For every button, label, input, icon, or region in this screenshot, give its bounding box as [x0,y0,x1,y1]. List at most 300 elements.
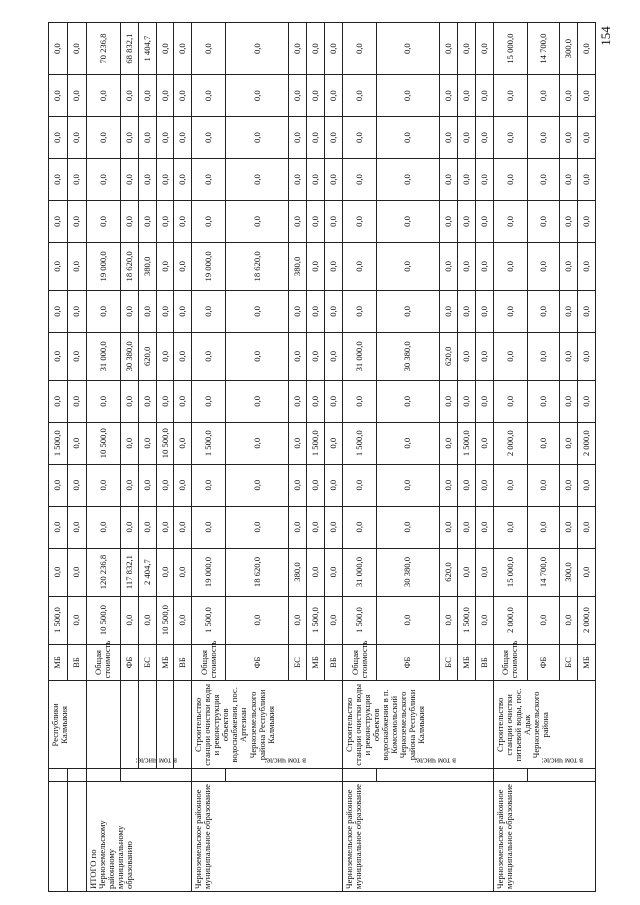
value-cell: 0,0 [457,23,475,75]
municipality-name: Черноземельское районное муниципальное образование [493,781,595,891]
incl-label [192,769,226,781]
value-cell: 0,0 [156,117,174,159]
value-cell: 0,0 [527,506,559,548]
value-cell: 0,0 [559,596,577,644]
value-cell: 0,0 [343,290,377,332]
value-cell: 0,0 [475,548,493,596]
value-cell: 0,0 [86,506,120,548]
value-cell: 380,0 [289,242,307,290]
value-cell: 0,0 [289,290,307,332]
value-cell: 0,0 [325,75,343,117]
object-name: Республики Калмыкия [49,681,87,769]
value-cell: 0,0 [527,290,559,332]
value-cell: 18 620,0 [120,242,138,290]
value-cell: 0,0 [325,117,343,159]
value-cell: 0,0 [559,117,577,159]
value-cell: 0,0 [49,548,68,596]
value-cell: 0,0 [439,290,457,332]
value-cell: 0,0 [192,380,226,422]
value-cell: 0,0 [307,290,325,332]
value-cell: 0,0 [475,332,493,380]
value-cell: 0,0 [138,422,156,464]
value-cell: 120 236,8 [86,548,120,596]
value-cell: 0,0 [377,506,440,548]
value-cell: 0,0 [493,75,527,117]
value-cell: 0,0 [527,242,559,290]
value-cell: 0,0 [226,422,289,464]
value-cell: 0,0 [457,290,475,332]
value-cell: 0,0 [577,290,595,332]
value-cell: 19 000,0 [192,548,226,596]
value-cell: 0,0 [156,242,174,290]
value-cell: 0,0 [527,464,559,506]
value-cell: 0,0 [156,290,174,332]
municipality-name: Черноземельское районное муниципальное образование [192,781,343,891]
value-cell: 1 500,0 [457,596,475,644]
value-cell: 0,0 [86,464,120,506]
value-cell: 0,0 [439,23,457,75]
value-cell: 0,0 [138,464,156,506]
value-cell: 0,0 [289,75,307,117]
funding-source: БС [289,644,307,681]
budget-table [48,22,596,892]
municipality-name [67,781,86,891]
value-cell: 0,0 [289,23,307,75]
value-cell: 0,0 [325,159,343,201]
value-cell: 1 500,0 [192,596,226,644]
value-cell: 0,0 [67,464,86,506]
value-cell: 0,0 [226,290,289,332]
value-cell: 0,0 [67,596,86,644]
value-cell: 0,0 [67,117,86,159]
value-cell: 0,0 [138,506,156,548]
value-cell: 0,0 [174,422,192,464]
value-cell: 0,0 [343,380,377,422]
funding-source: ВБ [174,644,192,681]
value-cell: 0,0 [138,380,156,422]
page-number: 154 [597,26,613,46]
value-cell: 0,0 [120,422,138,464]
value-cell: 0,0 [307,506,325,548]
value-cell: 0,0 [86,200,120,242]
value-cell: 10 500,0 [86,422,120,464]
value-cell: 0,0 [289,506,307,548]
incl-text: в том числе: [135,755,178,765]
value-cell: 0,0 [377,596,440,644]
value-cell: 0,0 [192,464,226,506]
funding-source: БС [138,644,156,681]
value-cell: 0,0 [325,464,343,506]
value-cell: 0,0 [559,464,577,506]
value-cell: 0,0 [475,596,493,644]
value-cell: 0,0 [493,332,527,380]
value-cell: 0,0 [226,159,289,201]
value-cell: 0,0 [192,75,226,117]
rotated-table-wrapper [48,22,596,892]
value-cell: 380,0 [289,548,307,596]
value-cell: 0,0 [457,75,475,117]
value-cell: 0,0 [577,506,595,548]
value-cell: 31 000,0 [343,332,377,380]
value-cell: 0,0 [527,332,559,380]
value-cell: 0,0 [86,159,120,201]
value-cell: 14 700,0 [527,548,559,596]
value-cell: 0,0 [174,290,192,332]
value-cell: 0,0 [174,117,192,159]
value-cell: 0,0 [493,506,527,548]
value-cell: 0,0 [527,380,559,422]
value-cell: 0,0 [67,200,86,242]
value-cell: 1 500,0 [343,596,377,644]
value-cell: 0,0 [439,242,457,290]
value-cell: 0,0 [120,506,138,548]
object-name: Строительство станции очистки воды и реконструкция объектов водоснабжения, пос. Артезиан Черноземельского района Республики Калмыкия [192,681,343,769]
value-cell: 0,0 [493,290,527,332]
value-cell: 0,0 [174,380,192,422]
value-cell: 0,0 [49,464,68,506]
value-cell: 0,0 [226,332,289,380]
value-cell: 0,0 [49,159,68,201]
value-cell: 0,0 [377,464,440,506]
value-cell: 0,0 [325,380,343,422]
funding-source: МБ [577,644,595,681]
value-cell: 0,0 [49,75,68,117]
incl-label [377,755,494,781]
value-cell: 0,0 [120,200,138,242]
value-cell: 0,0 [226,117,289,159]
value-cell: 0,0 [475,290,493,332]
funding-source: ВБ [325,644,343,681]
value-cell: 0,0 [577,159,595,201]
value-cell: 15 000,0 [493,548,527,596]
value-cell: 0,0 [138,596,156,644]
value-cell: 1 500,0 [49,596,68,644]
value-cell: 0,0 [192,23,226,75]
table-row [120,23,138,892]
value-cell: 0,0 [559,506,577,548]
value-cell: 0,0 [475,422,493,464]
value-cell: 0,0 [439,200,457,242]
municipality-name: Черноземельское районное муниципальное образование [343,781,494,891]
value-cell: 0,0 [307,242,325,290]
value-cell: 0,0 [174,75,192,117]
incl-label [49,769,68,781]
value-cell: 18 620,0 [226,548,289,596]
table-row [192,23,226,892]
value-cell: 0,0 [439,422,457,464]
value-cell: 620,0 [138,332,156,380]
value-cell: 0,0 [527,117,559,159]
value-cell: 0,0 [67,332,86,380]
value-cell: 70 236,8 [86,23,120,75]
value-cell: 0,0 [67,75,86,117]
value-cell: 0,0 [475,23,493,75]
funding-source: Общая стоимость [192,644,226,681]
value-cell: 1 500,0 [192,422,226,464]
value-cell: 0,0 [307,464,325,506]
value-cell: 0,0 [377,200,440,242]
funding-source: МБ [457,644,475,681]
value-cell: 0,0 [86,117,120,159]
value-cell: 0,0 [325,200,343,242]
value-cell: 0,0 [67,242,86,290]
value-cell: 0,0 [377,242,440,290]
value-cell: 0,0 [156,506,174,548]
funding-source: Общая стоимость [86,644,120,681]
value-cell: 0,0 [67,23,86,75]
incl-text: в том числе: [414,755,457,765]
value-cell: 2 000,0 [577,596,595,644]
value-cell: 0,0 [439,464,457,506]
value-cell: 0,0 [377,290,440,332]
value-cell: 0,0 [559,290,577,332]
value-cell: 0,0 [174,506,192,548]
value-cell: 0,0 [527,596,559,644]
value-cell: 0,0 [377,159,440,201]
value-cell: 0,0 [289,464,307,506]
table-row [86,23,120,892]
value-cell: 0,0 [174,596,192,644]
value-cell: 1 404,7 [138,23,156,75]
value-cell: 0,0 [325,332,343,380]
value-cell: 0,0 [457,506,475,548]
value-cell: 0,0 [120,380,138,422]
funding-source: ФБ [226,644,289,681]
value-cell: 0,0 [156,200,174,242]
value-cell: 0,0 [559,200,577,242]
value-cell: 0,0 [67,506,86,548]
funding-source: МБ [49,644,68,681]
value-cell: 31 000,0 [86,332,120,380]
value-cell: 0,0 [120,159,138,201]
value-cell: 0,0 [559,332,577,380]
value-cell: 0,0 [307,75,325,117]
incl-label [343,769,377,781]
value-cell: 0,0 [307,117,325,159]
value-cell: 0,0 [475,75,493,117]
value-cell: 0,0 [343,23,377,75]
funding-source: МБ [307,644,325,681]
value-cell: 0,0 [174,23,192,75]
value-cell: 0,0 [156,332,174,380]
value-cell: 2 000,0 [577,422,595,464]
value-cell: 0,0 [377,75,440,117]
value-cell: 0,0 [457,332,475,380]
value-cell: 0,0 [325,422,343,464]
value-cell: 0,0 [226,380,289,422]
value-cell: 0,0 [527,159,559,201]
funding-source: ВБ [67,644,86,681]
value-cell: 0,0 [475,242,493,290]
value-cell: 0,0 [120,464,138,506]
value-cell: 0,0 [577,332,595,380]
value-cell: 0,0 [559,422,577,464]
funding-source: ВБ [475,644,493,681]
incl-label [67,769,86,781]
value-cell: 0,0 [86,75,120,117]
value-cell: 0,0 [156,159,174,201]
incl-text: в том числе: [540,755,583,765]
value-cell: 0,0 [457,242,475,290]
value-cell: 0,0 [174,332,192,380]
value-cell: 0,0 [289,117,307,159]
value-cell: 0,0 [67,159,86,201]
value-cell: 0,0 [457,200,475,242]
value-cell: 31 000,0 [343,548,377,596]
value-cell: 0,0 [475,200,493,242]
value-cell: 68 832,1 [120,23,138,75]
value-cell: 0,0 [559,242,577,290]
value-cell: 0,0 [86,290,120,332]
value-cell: 0,0 [49,290,68,332]
value-cell: 0,0 [439,159,457,201]
value-cell: 0,0 [377,23,440,75]
value-cell: 0,0 [577,75,595,117]
incl-label [86,769,120,781]
value-cell: 0,0 [325,506,343,548]
value-cell: 0,0 [67,380,86,422]
value-cell: 0,0 [192,200,226,242]
value-cell: 0,0 [475,117,493,159]
funding-source: Общая стоимость [493,644,527,681]
value-cell: 0,0 [325,548,343,596]
budget-table-body [49,23,596,892]
value-cell: 0,0 [289,422,307,464]
value-cell: 0,0 [457,464,475,506]
value-cell: 0,0 [343,75,377,117]
value-cell: 19 000,0 [192,242,226,290]
value-cell: 0,0 [192,117,226,159]
value-cell: 0,0 [49,506,68,548]
value-cell: 1 500,0 [307,596,325,644]
value-cell: 0,0 [307,332,325,380]
value-cell: 0,0 [307,23,325,75]
value-cell: 0,0 [527,200,559,242]
municipality-name: ИТОГО по Черноземельскому районному муниципальному образованию [86,781,192,891]
value-cell: 0,0 [86,380,120,422]
value-cell: 620,0 [439,332,457,380]
value-cell: 0,0 [226,200,289,242]
table-row [493,23,527,892]
value-cell: 0,0 [120,596,138,644]
value-cell: 300,0 [559,23,577,75]
object-name [86,681,120,769]
value-cell: 0,0 [226,596,289,644]
value-cell: 0,0 [325,242,343,290]
value-cell: 0,0 [577,242,595,290]
value-cell: 0,0 [120,75,138,117]
value-cell: 15 000,0 [493,23,527,75]
value-cell: 0,0 [577,548,595,596]
value-cell: 0,0 [120,117,138,159]
value-cell: 0,0 [138,117,156,159]
value-cell: 0,0 [493,380,527,422]
value-cell: 0,0 [577,117,595,159]
value-cell: 0,0 [377,117,440,159]
value-cell: 30 380,0 [377,548,440,596]
value-cell: 0,0 [138,290,156,332]
value-cell: 0,0 [226,464,289,506]
value-cell: 30 380,0 [377,332,440,380]
value-cell: 19 000,0 [86,242,120,290]
value-cell: 0,0 [307,380,325,422]
value-cell: 0,0 [475,464,493,506]
value-cell: 0,0 [192,332,226,380]
value-cell: 0,0 [174,548,192,596]
value-cell: 0,0 [439,75,457,117]
value-cell: 0,0 [343,506,377,548]
value-cell: 0,0 [289,380,307,422]
value-cell: 0,0 [377,380,440,422]
value-cell: 0,0 [559,380,577,422]
value-cell: 0,0 [527,422,559,464]
value-cell: 1 500,0 [457,422,475,464]
value-cell: 2 000,0 [493,596,527,644]
incl-label [527,755,595,781]
value-cell: 0,0 [439,506,457,548]
funding-source: ФБ [120,644,138,681]
value-cell: 0,0 [439,117,457,159]
value-cell: 0,0 [67,290,86,332]
value-cell: 0,0 [192,506,226,548]
value-cell: 620,0 [439,548,457,596]
funding-source: ФБ [377,644,440,681]
value-cell: 0,0 [325,23,343,75]
value-cell: 0,0 [226,23,289,75]
value-cell: 0,0 [49,332,68,380]
value-cell: 0,0 [120,290,138,332]
value-cell: 300,0 [559,548,577,596]
value-cell: 0,0 [457,380,475,422]
value-cell: 0,0 [174,159,192,201]
value-cell: 0,0 [289,596,307,644]
value-cell: 1 500,0 [307,422,325,464]
funding-source: БС [439,644,457,681]
value-cell: 0,0 [289,200,307,242]
value-cell: 0,0 [192,159,226,201]
value-cell: 0,0 [343,242,377,290]
value-cell: 0,0 [67,548,86,596]
value-cell: 0,0 [156,380,174,422]
value-cell: 0,0 [49,380,68,422]
value-cell: 0,0 [439,380,457,422]
value-cell: 0,0 [577,380,595,422]
value-cell: 0,0 [439,596,457,644]
value-cell: 0,0 [289,332,307,380]
funding-source: МБ [156,644,174,681]
value-cell: 1 500,0 [343,422,377,464]
value-cell: 0,0 [49,242,68,290]
value-cell: 0,0 [226,75,289,117]
value-cell: 0,0 [174,200,192,242]
value-cell: 0,0 [493,464,527,506]
value-cell: 14 700,0 [527,23,559,75]
value-cell: 0,0 [457,117,475,159]
value-cell: 0,0 [174,464,192,506]
object-name: Строительство станции очистки питьевой воды, пос. Адык Черноземельского района [493,681,595,769]
value-cell: 0,0 [156,464,174,506]
value-cell: 0,0 [325,596,343,644]
value-cell: 0,0 [343,464,377,506]
value-cell: 0,0 [343,159,377,201]
incl-label [493,769,527,781]
value-cell: 0,0 [493,117,527,159]
value-cell: 0,0 [577,464,595,506]
value-cell: 380,0 [138,242,156,290]
value-cell: 2 000,0 [493,422,527,464]
value-cell: 10 500,0 [156,422,174,464]
incl-text: в том числе: [263,755,306,765]
